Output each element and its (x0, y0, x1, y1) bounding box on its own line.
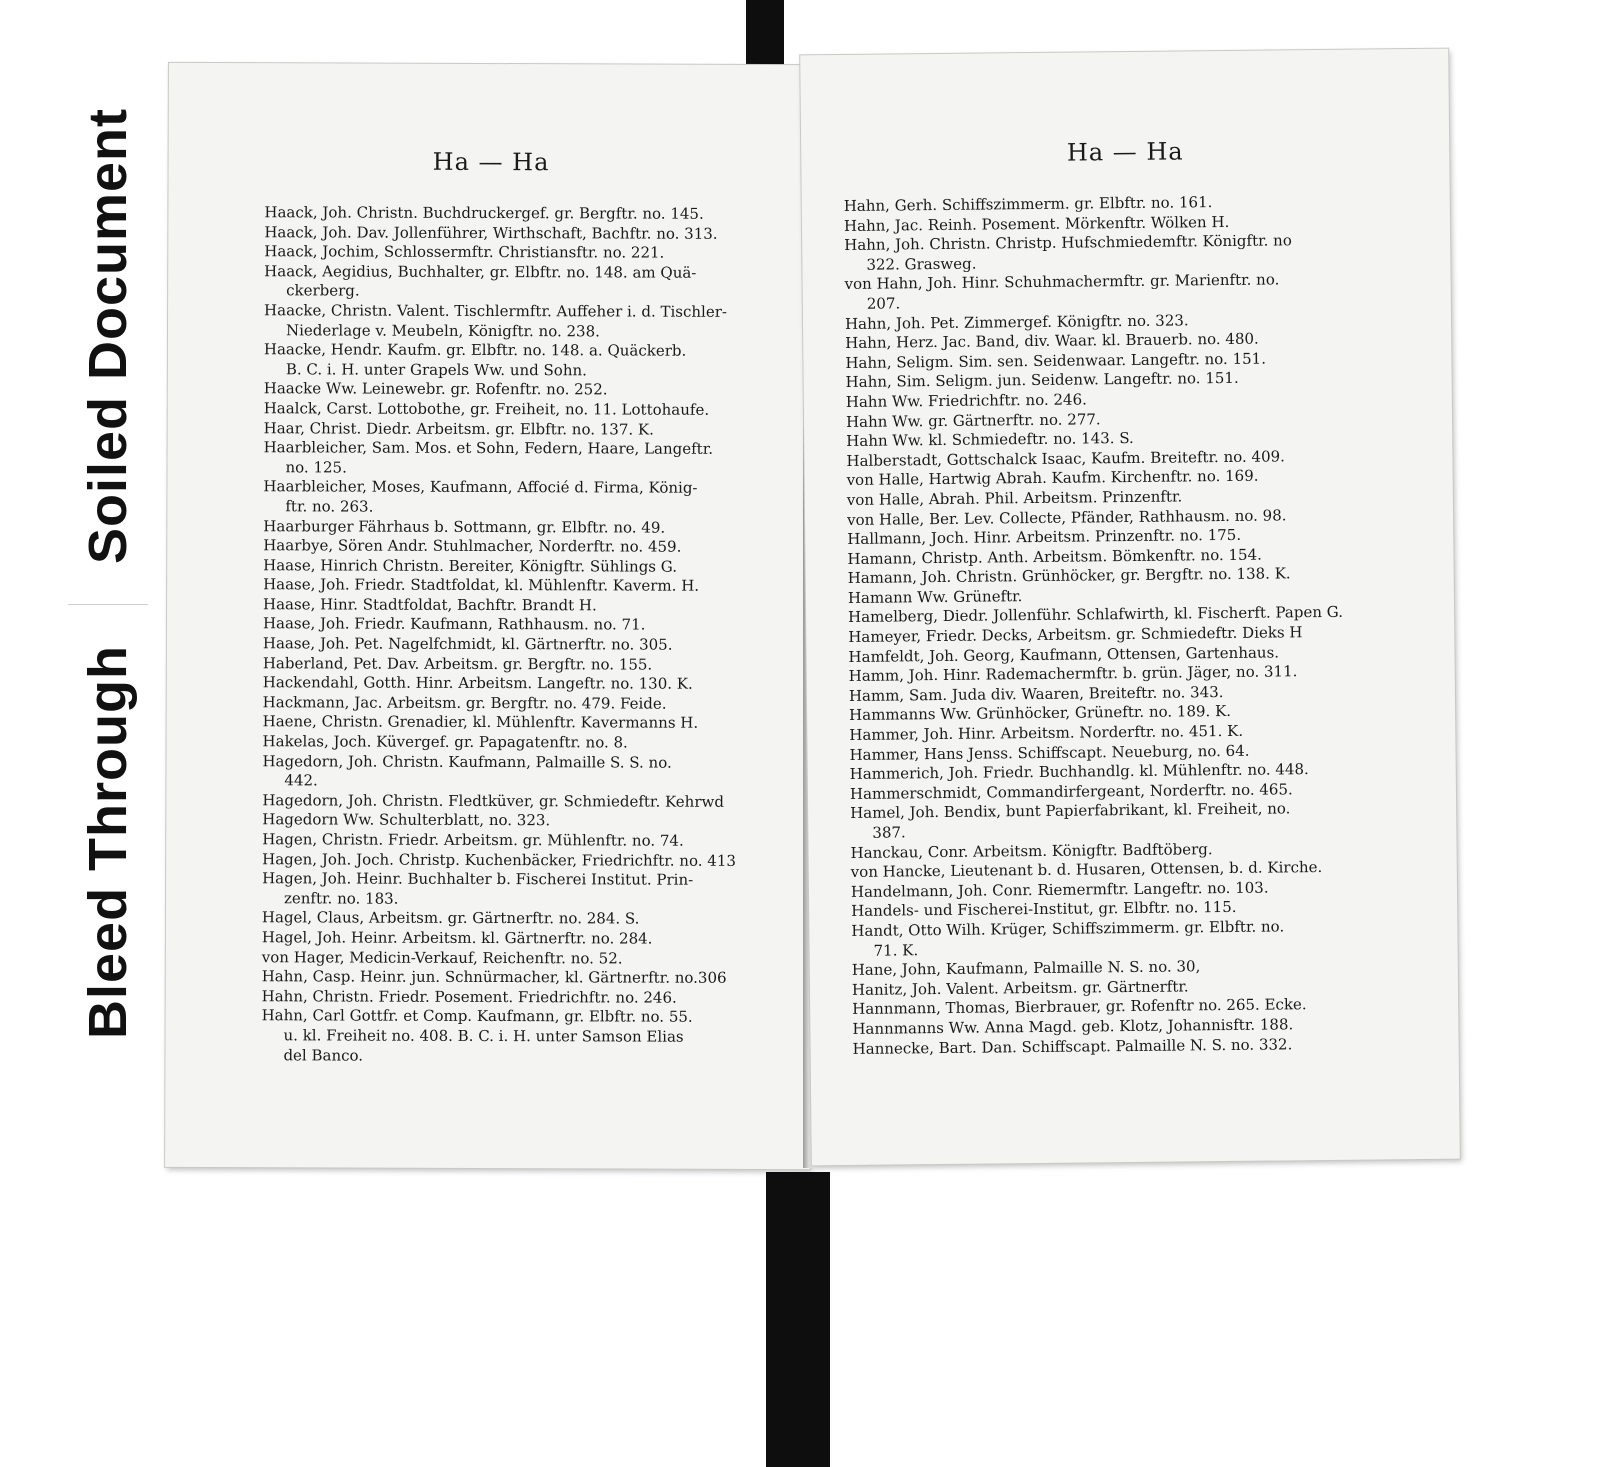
right-page-header: Ha — Ha (1066, 137, 1184, 167)
directory-entry-line: Hagel, Claus, Arbeitsm. gr. Gärtnerftr. no. 284. S. (261, 908, 640, 928)
bleed-through-label-box (68, 604, 148, 1079)
directory-entry-line: Handt, Otto Wilh. Krüger, Schiffszimmerm. gr. Elbftr. no. (851, 917, 1285, 940)
directory-entry-line: Hannmann, Thomas, Bierbrauer, gr. Rofenftr no. 265. Ecke. (852, 995, 1307, 1019)
directory-entry-line: Haalck, Carst. Lottobothe, gr. Freiheit, no. 11. Lottohaufe. (263, 399, 710, 419)
directory-entry-line: Haase, Hinrich Christn. Bereiter, Königftr. Sühlings G. (263, 555, 678, 576)
directory-entry-line: Hagen, Christn. Friedr. Arbeitsm. gr. Mühlenftr. no. 74. (262, 830, 684, 850)
directory-entry-line: Hagedorn, Joh. Christn. Kaufmann, Palmaille S. S. no. (262, 751, 672, 772)
directory-entry-line: Haacke, Hendr. Kaufm. gr. Elbftr. no. 148. a. Quäckerb. (263, 340, 687, 360)
directory-entry-line: Hamm, Joh. Hinr. Rademachermftr. b. grün. Jäger, no. 311. (848, 662, 1298, 686)
directory-entry-line: Hahn Ww. kl. Schmiedeftr. no. 143. S. (846, 429, 1134, 451)
directory-entry-line: 322. Grasweg. (866, 254, 977, 274)
directory-entry-line: Hackmann, Jac. Arbeitsm. gr. Bergftr. no. 479. Feide. (262, 693, 667, 713)
directory-entry-line: 442. (284, 771, 318, 790)
directory-entry-line: Hagel, Joh. Heinr. Arbeitsm. kl. Gärtnerftr. no. 284. (261, 928, 653, 948)
directory-entry-line: Hamfeldt, Joh. Georg, Kaufmann, Ottensen, Gartenhaus. (848, 643, 1280, 666)
directory-entry-line: Handelmann, Joh. Conr. Riemermftr. Langeftr. no. 103. (850, 878, 1269, 901)
directory-entry-line: Hahn Ww. Friedrichftr. no. 246. (845, 390, 1087, 411)
directory-entry-line: Haarburger Fährhaus b. Sottmann, gr. Elbftr. no. 49. (263, 516, 666, 537)
directory-entry-line: 71. K. (873, 940, 919, 960)
directory-entry-line: Hahn, Carl Gottfr. et Comp. Kaufmann, gr. Elbftr. no. 55. (261, 1006, 693, 1027)
directory-entry-line: Hamelberg, Diedr. Jollenführ. Schlafwirth, kl. Fischerft. Papen G. (847, 603, 1344, 627)
directory-entry-line: Hahn, Gerh. Schiffszimmerm. gr. Elbftr. no. 161. (843, 193, 1213, 215)
directory-entry-line: zenftr. no. 183. (283, 889, 399, 908)
directory-entry-line: Hagen, Joh. Heinr. Buchhalter b. Fischerei Institut. Prin- (262, 869, 694, 889)
directory-entry-line: Haberland, Pet. Dav. Arbeitsm. gr. Bergftr. no. 155. (262, 653, 653, 674)
directory-entry-line: Hammerich, Joh. Friedr. Buchhandlg. kl. Mühlenftr. no. 448. (849, 760, 1309, 784)
directory-entry-line: Hammerschmidt, Commandirfergeant, Norderftr. no. 465. (849, 780, 1293, 803)
right-page-entries (844, 192, 1363, 1059)
directory-entry-line: Haarbye, Sören Andr. Stuhlmacher, Norderftr. no. 459. (263, 536, 682, 556)
directory-entry-line: 387. (872, 823, 906, 842)
directory-entry-line: Hammer, Joh. Hinr. Arbeitsm. Norderftr. no. 451. K. (849, 721, 1244, 744)
directory-entry-line: von Halle, Hartwig Abrah. Kaufm. Kirchenftr. no. 169. (846, 466, 1259, 490)
directory-entry-line: Hamann, Joh. Christn. Grünhöcker, gr. Bergftr. no. 138. K. (847, 564, 1291, 588)
directory-entry-line: Hackendahl, Gotth. Hinr. Arbeitsm. Langeftr. no. 130. K. (262, 673, 693, 693)
soiled-document-label-box (68, 66, 148, 606)
directory-entry-line: Niederlage v. Meubeln, Königftr. no. 238. (285, 320, 600, 340)
right-page (800, 49, 1460, 1166)
directory-entry-line: Hahn, Casp. Heinr. jun. Schnürmacher, kl. Gärtnerftr. no.306 (261, 967, 727, 987)
directory-entry-line: Hahn, Herz. Jac. Band, div. Waar. kl. Brauerb. no. 480. (845, 329, 1259, 353)
left-page-entries (261, 203, 764, 1067)
directory-entry-line: ckerberg. (286, 281, 360, 300)
directory-entry-line: Hahn, Joh. Christn. Christp. Hufschmiedemftr. Königftr. no (844, 231, 1292, 255)
directory-entry-line: Hahn, Sim. Seligm. jun. Seidenw. Langeftr. no. 151. (845, 369, 1239, 392)
directory-entry-line: Hammer, Hans Jenss. Schiffscapt. Neueburg, no. 64. (849, 741, 1250, 764)
directory-entry-line: Haack, Joh. Dav. Jollenführer, Wirthschaft, Bachftr. no. 313. (264, 222, 718, 243)
soiled-document-label: Soiled Document (78, 107, 138, 565)
directory-entry-line: Hane, John, Kaufmann, Palmaille N. S. no. 30, (851, 957, 1201, 980)
directory-entry-line: Hannmanns Ww. Anna Magd. geb. Klotz, Johannisftr. 188. (852, 1015, 1294, 1038)
directory-entry-line: Haase, Hinr. Stadtfoldat, Bachftr. Brandt H. (263, 595, 597, 615)
directory-entry-line: Haase, Joh. Pet. Nagelfchmidt, kl. Gärtnerftr. no. 305. (262, 634, 673, 654)
bleed-through-label: Bleed Through (78, 645, 138, 1039)
directory-entry-line: Hagen, Joh. Joch. Christp. Kuchenbäcker, Friedrichftr. no. 413 (262, 849, 736, 870)
directory-entry-line: Haarbleicher, Sam. Mos. et Sohn, Federn, Haare, Langeftr. (263, 438, 714, 458)
directory-entry-line: von Halle, Abrah. Phil. Arbeitsm. Prinzenftr. (846, 487, 1183, 509)
directory-entry-line: Haar, Christ. Diedr. Arbeitsm. gr. Elbftr. no. 137. K. (263, 418, 654, 439)
directory-entry-line: Hagedorn, Joh. Christn. Fledtküver, gr. Schmiedeftr. Kehrwd (262, 791, 724, 811)
directory-entry-line: Haack, Joh. Christn. Buchdruckergef. gr. Bergftr. no. 145. (264, 203, 704, 223)
directory-entry-line: von Hager, Medicin-Verkauf, Reichenftr. no. 52. (261, 947, 623, 968)
directory-entry-line: Hallmann, Joch. Hinr. Arbeitsm. Prinzenftr. no. 175. (847, 525, 1242, 549)
directory-entry-line: Haarbleicher, Moses, Kaufmann, Affocié d. Firma, König- (263, 477, 698, 498)
directory-entry-line: Haacke Ww. Leinewebr. gr. Rofenftr. no. 252. (263, 379, 608, 399)
directory-entry-line: Haack, Aegidius, Buchhalter, gr. Elbftr. no. 148. am Quä- (264, 261, 697, 282)
directory-entry-line: von Hahn, Joh. Hinr. Schuhmachermftr. gr. Marienftr. no. (844, 270, 1280, 294)
directory-entry-line: Hanckau, Conr. Arbeitsm. Königftr. Badftöberg. (850, 839, 1213, 862)
directory-entry-line: ftr. no. 263. (285, 497, 374, 516)
directory-entry-line: Hahn, Joh. Pet. Zimmergef. Königftr. no. 323. (844, 310, 1189, 333)
directory-entry-line: no. 125. (285, 458, 347, 477)
directory-entry-line: Haacke, Christn. Valent. Tischlermftr. Auffeher i. d. Tischler- (264, 301, 728, 321)
directory-entry-line: Hamann Ww. Grüneftr. (847, 587, 1023, 607)
directory-entry-line: 207. (866, 294, 901, 313)
left-page (165, 63, 814, 1169)
directory-entry-line: Halberstadt, Gottschalck Isaac, Kaufm. Breiteftr. no. 409. (846, 447, 1286, 470)
binding-strip-bottom (766, 1172, 830, 1467)
directory-entry-line: Hamann, Christp. Anth. Arbeitsm. Bömkenftr. no. 154. (847, 545, 1262, 568)
directory-entry-line: Haack, Jochim, Schlossermftr. Christiansftr. no. 221. (264, 242, 665, 262)
directory-entry-line: Hammanns Ww. Grünhöcker, Grüneftr. no. 189. K. (849, 702, 1232, 725)
directory-entry-line: von Hancke, Lieutenant b. d. Husaren, Ottensen, b. d. Kirche. (850, 858, 1323, 882)
directory-entry-line: Hahn, Christn. Friedr. Posement. Friedrichftr. no. 246. (261, 986, 677, 1007)
directory-entry-line: Hahn Ww. gr. Gärtnerftr. no. 277. (845, 409, 1101, 431)
directory-entry-line: Haase, Joh. Friedr. Kaufmann, Rathhausm. no. 71. (262, 614, 646, 635)
directory-entry-line: Hakelas, Joch. Küvergef. gr. Papagatenftr. no. 8. (262, 732, 628, 752)
directory-entry-line: del Banco. (283, 1045, 364, 1065)
directory-entry-line: Hamel, Joh. Bendix, bunt Papierfabrikant, kl. Freiheit, no. (850, 799, 1291, 823)
directory-entry-line: Hahn, Jac. Reinh. Posement. Mörkenftr. Wölken H. (843, 212, 1230, 235)
directory-entry-line: Hamm, Sam. Juda div. Waaren, Breiteftr. no. 343. (848, 682, 1224, 705)
directory-entry-line: Hameyer, Friedr. Decks, Arbeitsm. gr. Schmiedeftr. Dieks H (848, 623, 1303, 647)
binding-strip-top (746, 0, 784, 70)
directory-entry-line: Hannecke, Bart. Dan. Schiffscapt. Palmaille N. S. no. 332. (852, 1034, 1293, 1058)
directory-entry-line: B. C. i. H. unter Grapels Ww. und Sohn. (285, 360, 587, 380)
directory-entry-line: Haase, Joh. Friedr. Stadtfoldat, kl. Mühlenftr. Kaverm. H. (263, 575, 700, 596)
directory-entry-line: Hanitz, Joh. Valent. Arbeitsm. gr. Gärtnerftr. (851, 977, 1189, 999)
directory-entry-line: Hagedorn Ww. Schulterblatt, no. 323. (262, 810, 551, 830)
directory-entry-line: Haene, Christn. Grenadier, kl. Mühlenftr. Kavermanns H. (262, 712, 699, 733)
directory-entry-line: von Halle, Ber. Lev. Collecte, Pfänder, Rathhausm. no. 98. (846, 505, 1287, 529)
directory-entry-line: u. kl. Freiheit no. 408. B. C. i. H. unter Samson Elias (283, 1026, 684, 1046)
directory-entry-line: Handels- und Fischerei-Institut, gr. Elbftr. no. 115. (851, 898, 1237, 921)
directory-entry-line: Hahn, Seligm. Sim. sen. Seidenwaar. Langeftr. no. 151. (845, 349, 1267, 372)
left-page-header: Ha — Ha (432, 147, 550, 177)
